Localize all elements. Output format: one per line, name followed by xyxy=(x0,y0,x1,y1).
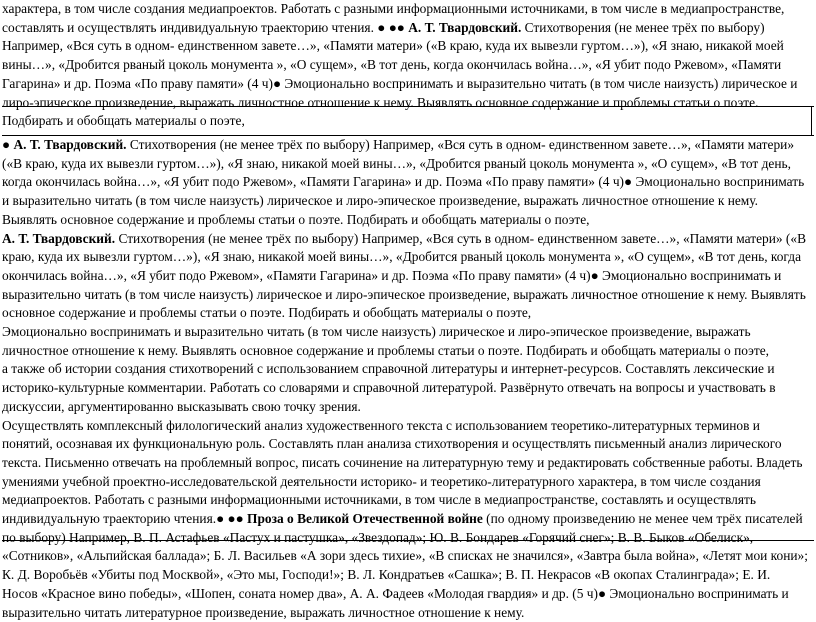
text-line: дискуссии, аргументированно высказывать свою точку зрения. xyxy=(2,398,361,414)
table-border-top xyxy=(2,106,814,107)
text-line: вины…», «Дробится рваный цоколь монумента », «О сущем», «В тот день, когда окончилась война…», «Я убит подо Ржевом», «Памяти xyxy=(2,57,782,73)
text-line: краю, куда их вывезли гуртом…»), «Я знаю, никакой моей вины…», «Дробится рваный цоколь монумента », «О сущем», «В тот день, когда xyxy=(2,249,802,265)
text-line xyxy=(2,230,810,249)
text-line: а также об истории создания стихотворений с использованием справочной литературы и интернет-ресурсов. Составлять лексические и xyxy=(2,361,775,377)
text-line: историко-культурные комментарии. Работать со словарями и справочной литературой. Развёрнуто отвечать на вопросы и участвовать в xyxy=(2,380,776,396)
text-line: характера, в том числе создания медиапроектов. Работать с разными информационными источниками, в том числе в медиапространстве, xyxy=(2,1,785,16)
text-line: Подбирать и обобщать материалы о поэте, xyxy=(2,113,245,129)
text-line: понятий, осознавая их функциональную роль. Составлять план анализа стихотворения и осуществлять письменный анализ лирического xyxy=(2,436,782,452)
table-border-right xyxy=(811,106,812,136)
text-line: медиапроектов. Работать с разными информационными источниками, в том числе в медиапространстве, составлять и осуществлять xyxy=(2,492,756,508)
text-run: (по одному произведению не менее чем трёх писателей xyxy=(482,511,803,527)
text-run: составлять и осуществлять индивидуальную траекторию чтения. ● ●● xyxy=(2,19,409,35)
text-line xyxy=(2,136,810,155)
text-line: Выявлять основное содержание и проблемы статьи о поэте. Подбирать и обобщать материалы о поэте, xyxy=(2,211,590,227)
text-line: «Сотников», «Альпийская баллада»; Б. Л. Васильев «А зори здесь тихие», «В списках не значился», «Завтра была война», «Летят мои кони»; xyxy=(2,548,808,564)
text-line: текста. Письменно отвечать на проблемный вопрос, писать сочинение на литературную тему и редактировать собственные работы. Владеть xyxy=(2,454,803,470)
text-line: когда окончилась война…», «Я убит подо Ржевом», «Памяти Гагарина» и др. Поэма «По праву памяти» (4 ч)● Эмоционально воспринимать xyxy=(2,174,805,190)
text-line xyxy=(2,510,810,529)
table-border-bottom xyxy=(2,540,814,541)
text-line: Гагарина» и др. Поэма «По праву памяти» (4 ч)● Эмоционально воспринимать и выразительно читать (в том числе наизусть) лирическое и xyxy=(2,75,798,91)
text-line: Эмоционально воспринимать и выразительно читать (в том числе наизусть) лирическое и лиро-эпическое произведение, выражать xyxy=(2,324,751,340)
text-line: умениями учебной проектно-исследовательской деятельности историко- и теоретико-литературного характера, в том числе создания xyxy=(2,473,761,489)
text-line xyxy=(2,19,810,38)
text-run: ● xyxy=(2,137,14,152)
text-line: по выбору) Например, В. П. Астафьев «Пастух и пастушка», «Звездопад»; Ю. В. Бондарев «Горячий снег»; В. В. Быков «Обелиск», xyxy=(2,529,754,545)
text-line: («В краю, куда их вывезли гуртом…»), «Я знаю, никакой моей вины…», «Дробится рваный цоколь монумента », «О сущем», «В тот день, xyxy=(2,155,791,171)
author-name: А. Т. Твардовский. xyxy=(13,137,127,152)
text-line: Носов «Красное вино победы», «Шопен, соната номер два», А. А. Фадеев «Молодая гвардия» и др. (5 ч)● Эмоционально воспринимать и xyxy=(2,585,789,601)
section-title: Проза о Великой Отечественной войне xyxy=(247,511,483,527)
text-block-main xyxy=(2,136,810,622)
text-block-top xyxy=(2,0,810,131)
text-line: окончилась война…», «Я убит подо Ржевом», «Памяти Гагарина» и др. Поэма «По праву памяти» (4 ч)● Эмоционально воспринимать и xyxy=(2,267,782,283)
text-line: К. Д. Воробьёв «Убиты под Москвой», «Это мы, Господи!»; В. Л. Кондратьев «Сашка»; В. П. Некрасов «В окопах Сталинграда»; Е. И. xyxy=(2,567,771,583)
text-line: основное содержание и проблемы статьи о поэте. Подбирать и обобщать материалы о поэте, xyxy=(2,305,532,321)
author-name: А. Т. Твардовский. xyxy=(408,19,522,35)
text-run: Стихотворения (не менее трёх по выбору) xyxy=(521,19,765,35)
text-line: личностное отношение к нему. Выявлять основное содержание и проблемы статьи о поэте. Подбирать и обобщать материалы о поэте, xyxy=(2,342,769,358)
text-line: выразительно читать литературное произведение, выражать личностное отношение к нему. xyxy=(2,604,525,620)
author-name: А. Т. Твардовский. xyxy=(2,230,116,246)
text-run: Стихотворения (не менее трёх по выбору) Например, «Вся суть в одном- единственном завете…», «Памяти матери» xyxy=(126,137,795,152)
text-line: Осуществлять комплексный филологический анализ художественного текста с использованием теоретико-литературных терминов и xyxy=(2,417,760,433)
text-line: Например, «Вся суть в одном- единственном завете…», «Памяти матери» («В краю, куда их вывезли гуртом…»), «Я знаю, никакой моей xyxy=(2,38,784,54)
text-line: и выразительно читать (в том числе наизусть) лирическое и лиро-эпическое произведение, выражать личностное отношение к нему. xyxy=(2,193,758,209)
text-run: Стихотворения (не менее трёх по выбору) Например, «Вся суть в одном- единственном завете…», «Памяти матери» («В xyxy=(115,230,807,246)
text-line: выразительно читать (в том числе наизусть) лирическое и лиро-эпическое произведение, выражать личностное отношение к нему. Выявлять xyxy=(2,286,806,302)
text-run: индивидуальную траекторию чтения.● ●● xyxy=(2,511,248,527)
text-line: лиро-эпическое произведение, выражать личностное отношение к нему. Выявлять основное содержание и проблемы статьи о поэте. xyxy=(2,94,759,110)
